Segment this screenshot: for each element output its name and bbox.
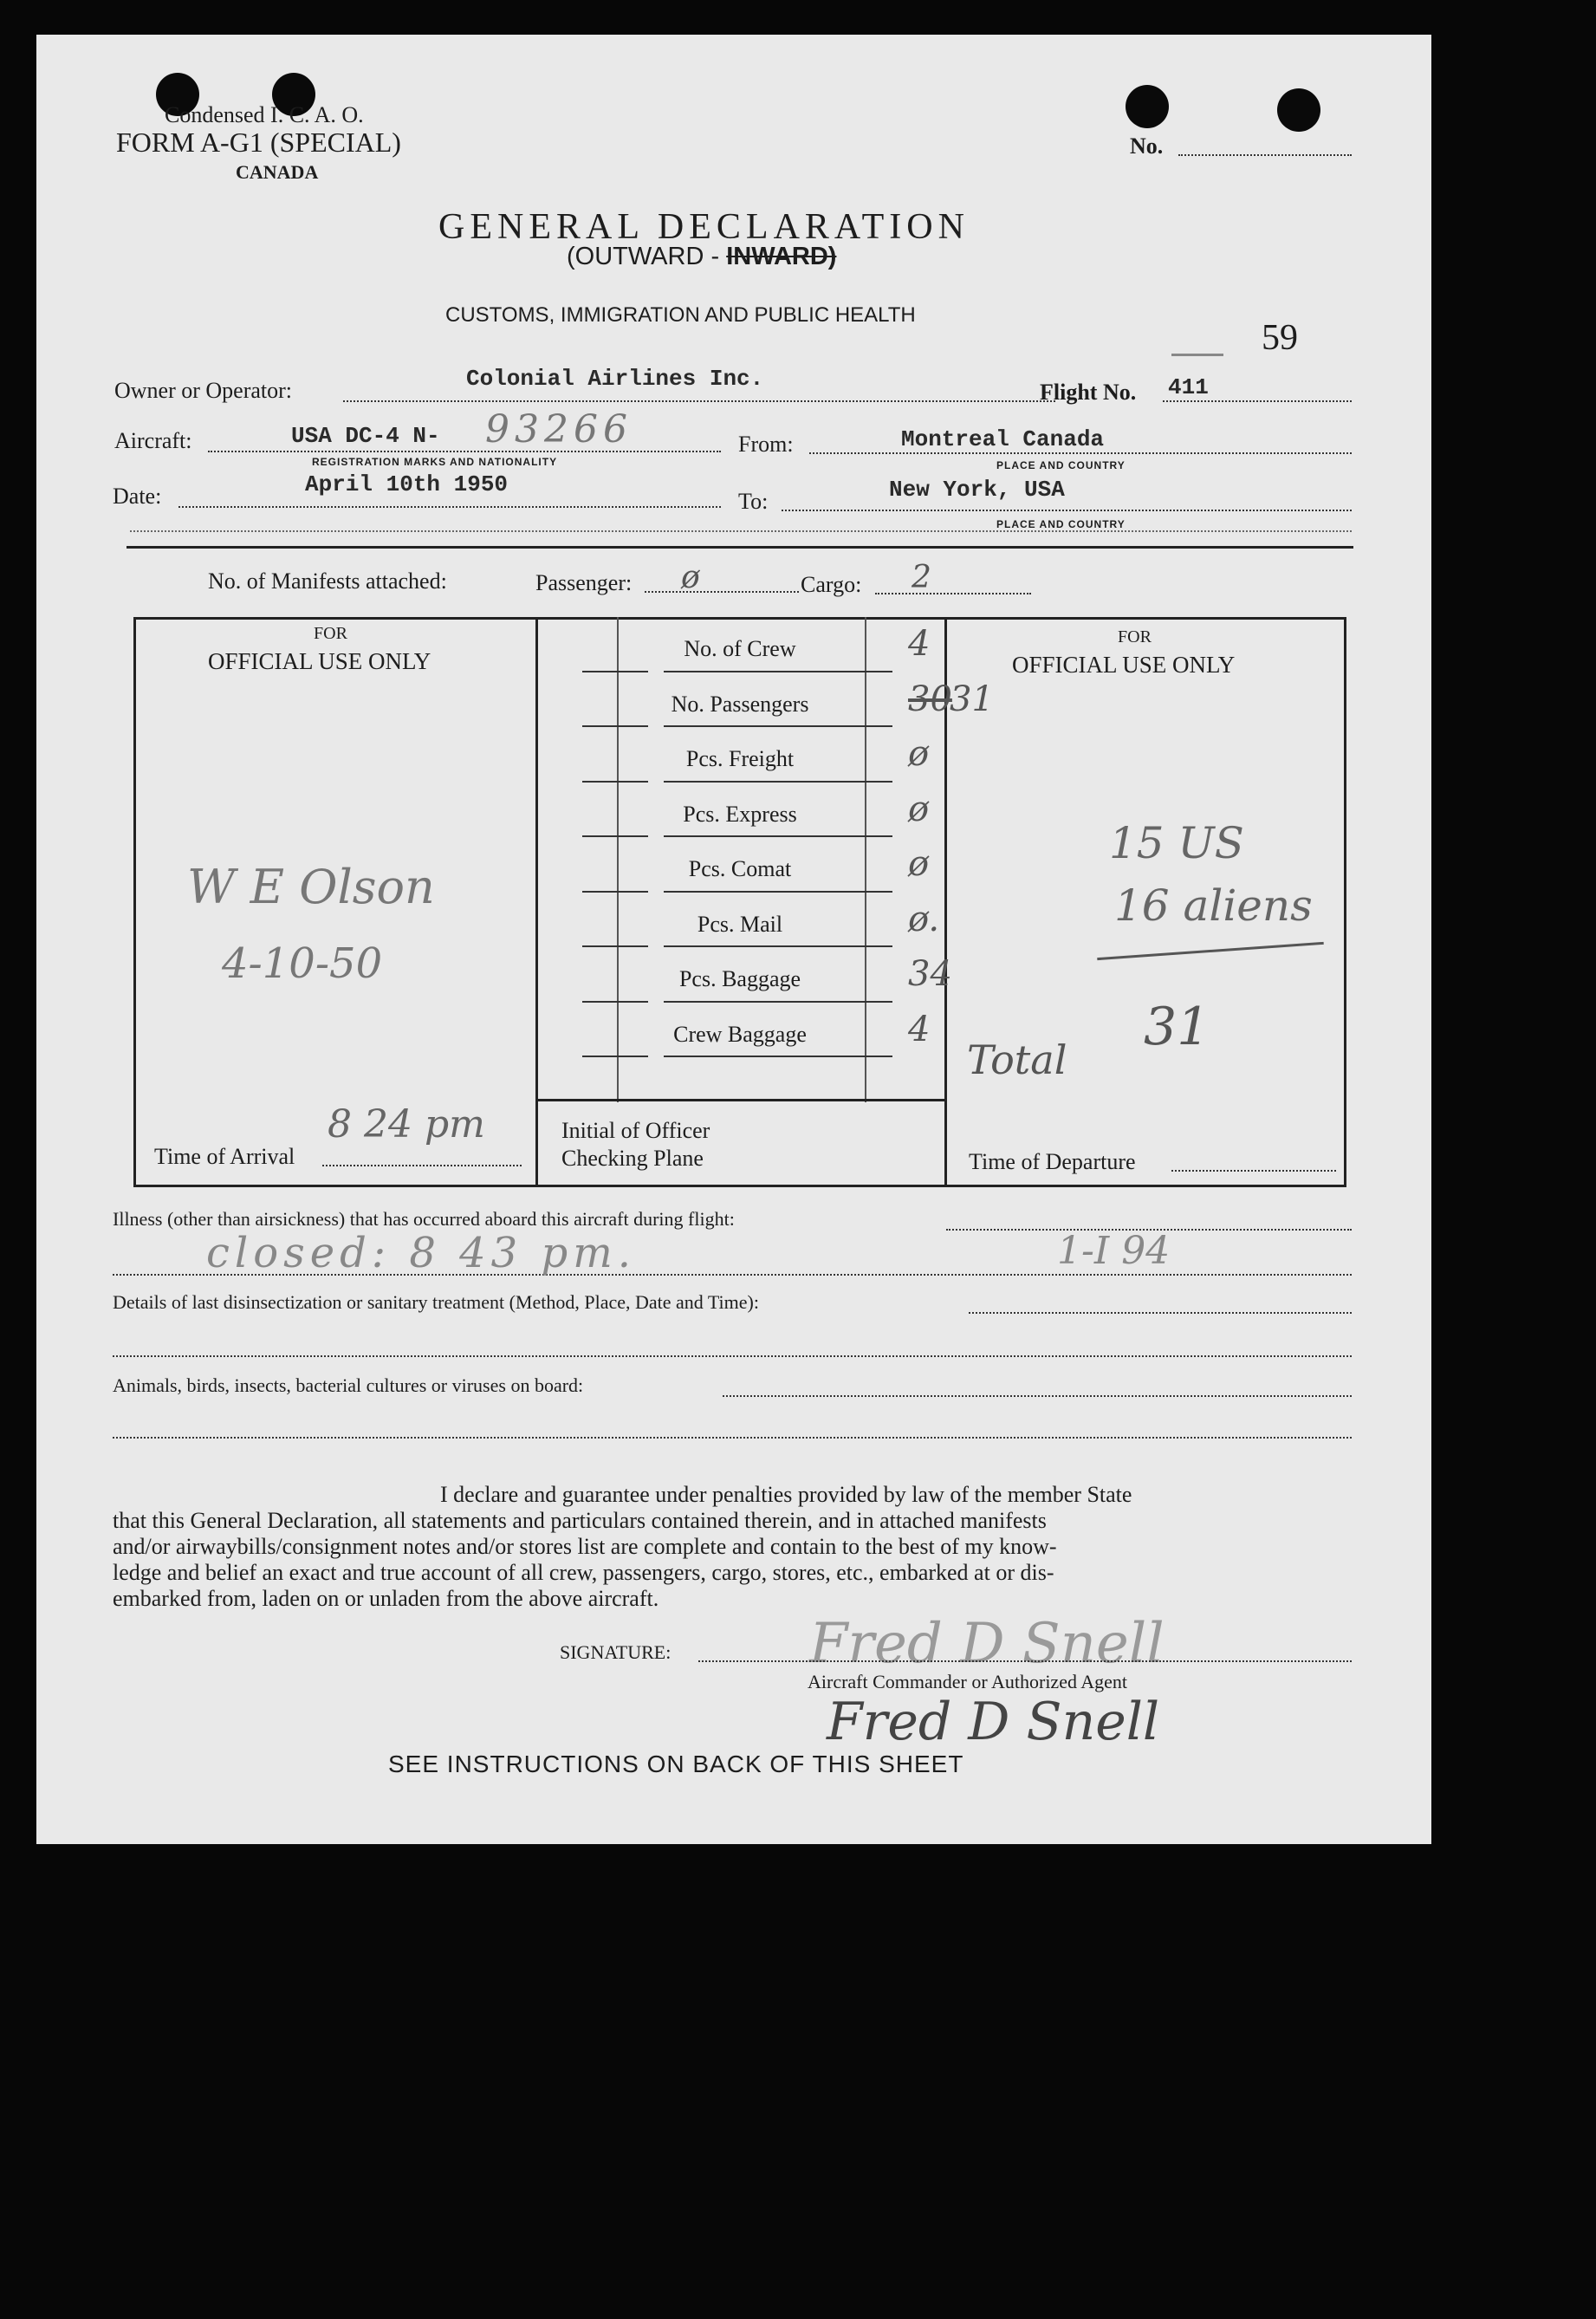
row-rule: [664, 891, 892, 893]
left-for: FOR: [314, 624, 347, 643]
aircraft-line: [208, 451, 721, 452]
aircraft-handwritten: 93266: [485, 407, 633, 451]
to-caption: PLACE AND COUNTRY: [996, 518, 1126, 530]
arrival-line: [322, 1165, 522, 1166]
date-line: [178, 506, 721, 508]
owner-label: Owner or Operator:: [114, 378, 293, 403]
animals-line: [723, 1395, 1352, 1397]
subtitle-outward: (OUTWARD -: [567, 243, 720, 270]
cargo-manifest-label: Cargo:: [801, 572, 862, 597]
form-line3: CANADA: [236, 161, 319, 183]
declaration-line5: embarked from, laden on or unladen from the above aircraft.: [113, 1586, 659, 1611]
illness-handwritten-code: 1-I 94: [1057, 1229, 1171, 1273]
aircraft-label: Aircraft:: [114, 428, 192, 453]
no-label: No.: [1130, 133, 1164, 159]
row-value: ø: [908, 734, 930, 774]
date-label: Date:: [113, 484, 162, 509]
signature-line: [698, 1660, 1352, 1662]
right-total-label: Total: [967, 1036, 1067, 1083]
subtitle-struck: INWARD): [726, 243, 837, 270]
row-rule: [664, 945, 892, 947]
officer-initial-label: Initial of Officer: [561, 1118, 710, 1143]
passenger-manifest-value: ø: [681, 560, 700, 595]
declaration-line4: ledge and belief an exact and true account of all crew, passengers, cargo, stores, etc., embarked at or dis-: [113, 1560, 1054, 1585]
right-note-aliens: 16 aliens: [1114, 880, 1313, 931]
from-label: From:: [738, 432, 794, 457]
row-value: ø.: [908, 899, 940, 939]
row-label: Pcs. Comat: [688, 856, 792, 881]
row-value: 4: [908, 1009, 931, 1049]
row-stub-rule: [582, 725, 648, 727]
declaration-line1: I declare and guarantee under penalties provided by law of the member State: [440, 1482, 1132, 1507]
row-value: 30: [908, 679, 952, 719]
declaration-line2: that this General Declaration, all statements and particulars contained therein, and in attached manifests: [113, 1508, 1047, 1533]
row-rule: [664, 835, 892, 837]
owner-value: Colonial Airlines Inc.: [466, 366, 764, 392]
stamp-number: 59: [1262, 318, 1298, 358]
right-official-use: OFFICIAL USE ONLY: [1012, 652, 1236, 678]
disinsect-line: [969, 1312, 1352, 1314]
cargo-manifest-line: [875, 593, 1031, 594]
row-value: 4: [908, 624, 931, 664]
row-value: ø: [908, 844, 930, 884]
row-label: No. Passengers: [671, 691, 809, 717]
to-value: New York, USA: [889, 477, 1065, 503]
signature-caption: Aircraft Commander or Authorized Agent: [808, 1671, 1128, 1692]
departure-line: [1171, 1170, 1336, 1172]
header-divider: [127, 546, 1353, 549]
animals-line2: [113, 1437, 1352, 1439]
row-label: Pcs. Express: [683, 801, 797, 827]
footer-instructions: SEE INSTRUCTIONS ON BACK OF THIS SHEET: [388, 1751, 964, 1777]
aircraft-value: USA DC-4 N-: [291, 423, 440, 449]
row-rule: [664, 1001, 892, 1003]
row-label: No. of Crew: [684, 636, 796, 661]
table-row-bottom: [537, 1099, 946, 1101]
manifests-label: No. of Manifests attached:: [208, 568, 447, 594]
row-label: Pcs. Freight: [685, 746, 795, 771]
from-caption: PLACE AND COUNTRY: [996, 459, 1126, 471]
punch-hole: [1126, 85, 1169, 128]
flight-value: 411: [1168, 374, 1209, 400]
from-value: Montreal Canada: [901, 426, 1105, 452]
aircraft-caption: REGISTRATION MARKS AND NATIONALITY: [312, 456, 558, 468]
right-note-us: 15 US: [1109, 818, 1244, 868]
row-stub-rule: [582, 891, 648, 893]
header-divider-dotted: [130, 530, 1352, 532]
left-officer-date: 4-10-50: [222, 939, 383, 988]
form-line2: FORM A-G1 (SPECIAL): [116, 127, 401, 158]
punch-hole: [1277, 88, 1320, 132]
page-title: GENERAL DECLARATION: [438, 207, 970, 247]
disinsect-label: Details of last disinsectization or sanitary treatment (Method, Place, Date and Time):: [113, 1291, 759, 1313]
table-divider-value: [865, 617, 866, 1102]
subtitle: [567, 243, 836, 271]
right-for: FOR: [1118, 627, 1152, 646]
declaration-line3: and/or airwaybills/consignment notes and/or stores list are complete and contain to the best of my know-: [113, 1534, 1057, 1559]
cargo-manifest-value: 2: [912, 560, 931, 595]
right-total-value: 31: [1144, 997, 1210, 1057]
row-value: ø: [908, 789, 930, 829]
row-rule: [664, 725, 892, 727]
left-official-use: OFFICIAL USE ONLY: [208, 648, 431, 674]
row-label: Crew Baggage: [673, 1021, 807, 1047]
row-stub-rule: [582, 1001, 648, 1003]
left-officer-signature: W E Olson: [187, 860, 435, 914]
illness-label: Illness (other than airsickness) that has occurred aboard this aircraft during flight:: [113, 1208, 735, 1230]
to-label: To:: [738, 489, 769, 514]
owner-line: [343, 400, 1055, 402]
animals-label: Animals, birds, insects, bacterial cultures or viruses on board:: [113, 1374, 584, 1396]
row-stub-rule: [582, 835, 648, 837]
signature-handwritten-1: Fred D Snell: [809, 1612, 1165, 1676]
row-stub-rule: [582, 781, 648, 783]
signature-label: SIGNATURE:: [560, 1641, 671, 1663]
row-rule: [664, 671, 892, 672]
row-value-corrected: 31: [950, 679, 994, 719]
to-line: [782, 510, 1352, 511]
flight-label: Flight No.: [1040, 380, 1137, 405]
stamp-dash: [1171, 354, 1223, 356]
flight-line: [1163, 400, 1352, 402]
passenger-manifest-line: [645, 591, 799, 593]
signature-handwritten-2: Fred D Snell: [827, 1692, 1160, 1752]
illness-handwritten: closed: 8 43 pm.: [206, 1229, 636, 1277]
row-rule: [664, 781, 892, 783]
row-value: 34: [908, 954, 952, 994]
disinsect-line2: [113, 1355, 1352, 1357]
officer-checking-label: Checking Plane: [561, 1146, 704, 1171]
declaration-form: [36, 35, 1431, 1844]
arrival-value: 8 24 pm: [328, 1102, 485, 1147]
row-stub-rule: [582, 945, 648, 947]
row-label: Pcs. Baggage: [678, 966, 801, 991]
no-field-line: [1178, 154, 1352, 156]
date-value: April 10th 1950: [305, 471, 509, 497]
table-divider-left: [535, 617, 538, 1187]
form-line1: Condensed I. C. A. O.: [165, 102, 364, 127]
department-heading: CUSTOMS, IMMIGRATION AND PUBLIC HEALTH: [445, 303, 916, 327]
row-label: Pcs. Mail: [697, 911, 783, 937]
arrival-label: Time of Arrival: [154, 1144, 295, 1169]
departure-label: Time of Departure: [969, 1149, 1136, 1174]
row-stub-rule: [582, 1056, 648, 1057]
passenger-manifest-label: Passenger:: [535, 570, 633, 595]
from-line: [809, 452, 1352, 454]
row-stub-rule: [582, 671, 648, 672]
row-rule: [664, 1056, 892, 1057]
